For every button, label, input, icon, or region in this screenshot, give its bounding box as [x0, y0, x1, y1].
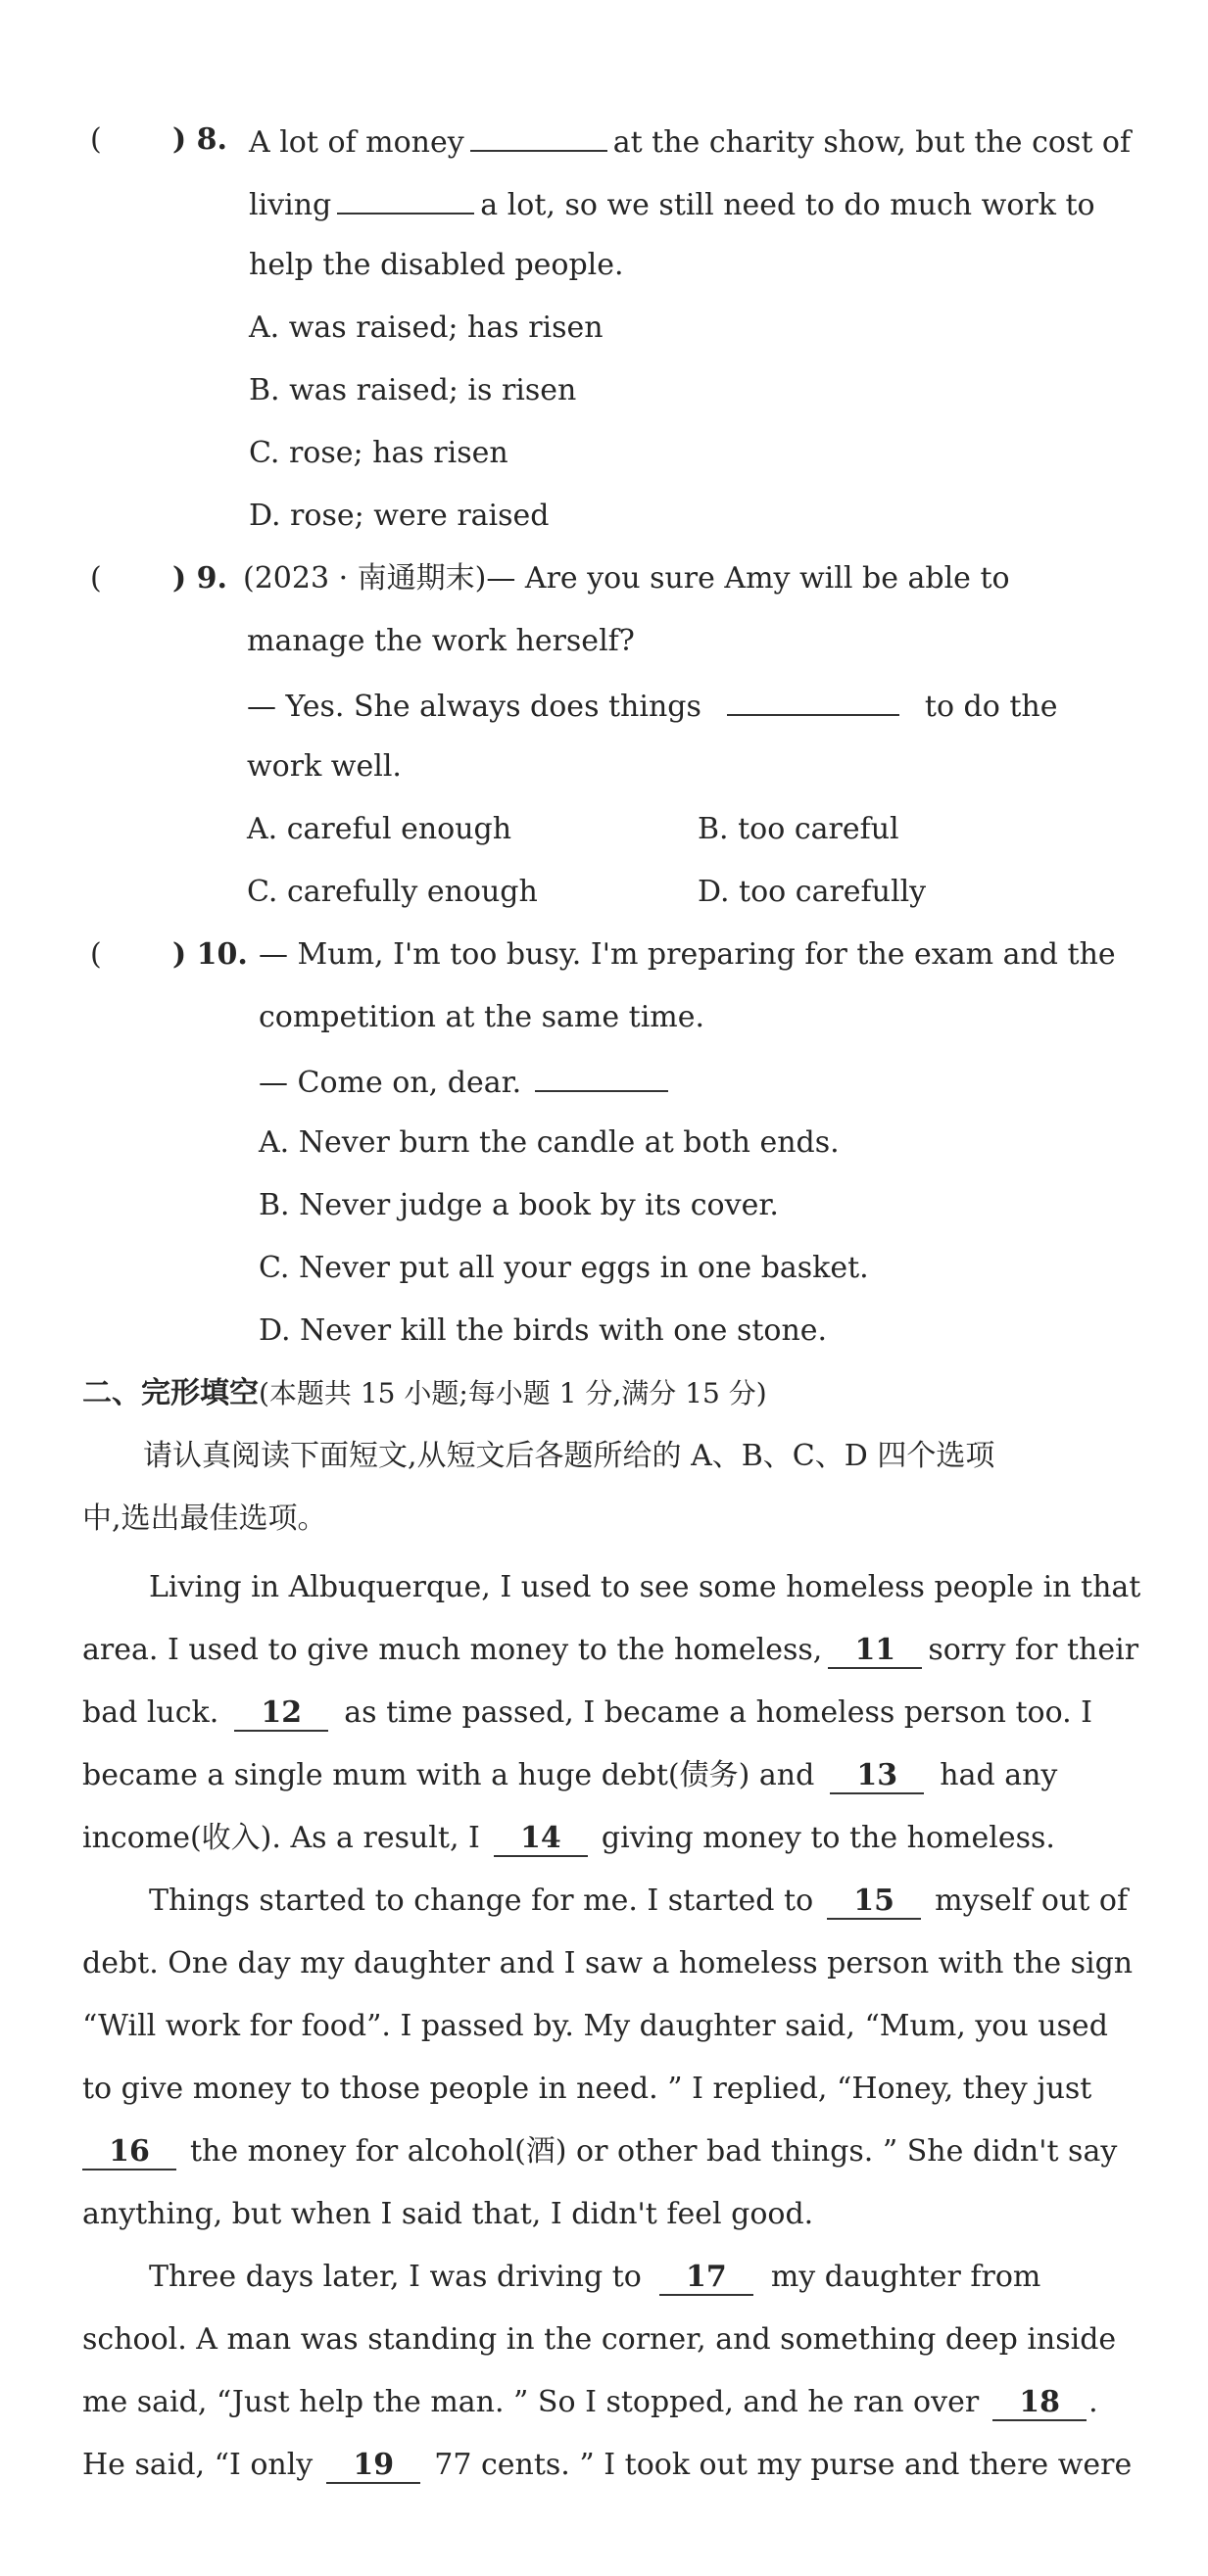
passage-p2-line-2: debt. One day my daughter and I saw a homeless person with the sign — [82, 1946, 1134, 1980]
q9-line-2: manage the work herself? — [247, 624, 635, 658]
q8-line-1: A lot of money at the charity show, but the cost of — [249, 120, 1131, 163]
passage-p2-line-3: “Will work for food”. I passed by. My daughter said, “Mum, you used — [82, 2009, 1108, 2043]
passage-p3-line-1: Three days later, I was driving to 17 my daughter from — [149, 2260, 1041, 2294]
passage-p2-line-6: anything, but when I said that, I didn't feel good. — [82, 2197, 814, 2231]
q8-option-b[interactable]: B. was raised; is risen — [249, 373, 577, 407]
passage-p1-line-5: income(收入). As a result, I 14 giving money to the homeless. — [82, 1821, 1055, 1855]
cloze-blank-18[interactable]: 18 — [992, 2386, 1087, 2421]
q8-answer-paren[interactable]: ( — [90, 122, 102, 157]
q10-option-d[interactable]: D. Never kill the birds with one stone. — [259, 1313, 828, 1348]
passage-p1-line-3: bad luck. 12 as time passed, I became a homeless person too. I — [82, 1695, 1093, 1730]
section-instructions-2: 中,选出最佳选项。 — [82, 1502, 327, 1536]
q9-option-d[interactable]: D. too carefully — [698, 875, 927, 909]
q10-line-2: competition at the same time. — [259, 1000, 705, 1034]
passage-p1-line-1: Living in Albuquerque, I used to see some homeless people in that — [149, 1570, 1141, 1604]
passage-p1-line-2: area. I used to give much money to the homeless, 11 sorry for their — [82, 1633, 1139, 1667]
q9-option-a[interactable]: A. careful enough — [247, 812, 512, 846]
passage-p1-line-4: became a single mum with a huge debt(债务) and 13 had any — [82, 1758, 1058, 1792]
q10-line-3: — Come on, dear. — [259, 1061, 674, 1103]
section-heading — [82, 1374, 767, 1413]
q10-number: ) 10. — [172, 937, 248, 972]
q8-blank-2[interactable] — [337, 183, 474, 215]
q10-answer-paren[interactable]: ( — [90, 937, 102, 972]
q9-blank[interactable] — [727, 685, 899, 716]
cloze-blank-15[interactable]: 15 — [827, 1884, 921, 1920]
q9-option-b[interactable]: B. too careful — [698, 812, 899, 846]
passage-p2-line-4: to give money to those people in need. ” I replied, “Honey, they just — [82, 2072, 1092, 2106]
q9-line-4: work well. — [247, 749, 402, 784]
cloze-blank-11[interactable]: 11 — [828, 1634, 922, 1669]
q10-line-1: — Mum, I'm too busy. I'm preparing for the exam and the — [259, 937, 1116, 972]
q10-option-a[interactable]: A. Never burn the candle at both ends. — [259, 1125, 840, 1160]
q8-line-3: help the disabled people. — [249, 248, 624, 282]
cloze-blank-16[interactable]: 16 — [82, 2135, 176, 2171]
cloze-blank-17[interactable]: 17 — [659, 2261, 753, 2296]
cloze-blank-13[interactable]: 13 — [830, 1759, 924, 1794]
passage-p2-line-5: 16 the money for alcohol(酒) or other bad things. ” She didn't say — [82, 2132, 1117, 2171]
q8-option-d[interactable]: D. rose; were raised — [249, 499, 550, 533]
q8-line-2: living a lot, so we still need to do much work to — [249, 183, 1095, 225]
q8-option-c[interactable]: C. rose; has risen — [249, 436, 508, 470]
q9-line-3: — Yes. She always does things to do the — [247, 685, 1057, 727]
passage-p2-line-1: Things started to change for me. I started to 15 myself out of — [149, 1884, 1129, 1918]
q8-option-a[interactable]: A. was raised; has risen — [249, 310, 604, 345]
cloze-blank-12[interactable]: 12 — [234, 1696, 328, 1732]
q9-answer-paren[interactable]: ( — [90, 561, 102, 596]
q8-blank-1[interactable] — [470, 120, 607, 152]
q9-number: ) 9. — [172, 561, 227, 596]
passage-p3-line-2: school. A man was standing in the corner, and something deep inside — [82, 2322, 1117, 2357]
section-subtitle: (本题共 15 小题;每小题 1 分,满分 15 分) — [259, 1377, 767, 1409]
q9-option-c[interactable]: C. carefully enough — [247, 875, 538, 909]
q10-option-c[interactable]: C. Never put all your eggs in one basket. — [259, 1251, 869, 1285]
section-instructions-1: 请认真阅读下面短文,从短文后各题所给的 A、B、C、D 四个选项 — [143, 1439, 995, 1473]
section-title: 二、完形填空 — [82, 1376, 259, 1410]
passage-p3-line-4: He said, “I only 19 77 cents. ” I took out my purse and there were — [82, 2448, 1133, 2482]
q8-number: ) 8. — [172, 122, 227, 157]
q10-option-b[interactable]: B. Never judge a book by its cover. — [259, 1188, 779, 1222]
passage-p3-line-3: me said, “Just help the man. ” So I stopped, and he ran over 18 . — [82, 2385, 1098, 2419]
cloze-blank-14[interactable]: 14 — [494, 1822, 588, 1857]
q9-line-1: (2023 · 南通期末)— Are you sure Amy will be able to — [243, 561, 1010, 596]
cloze-blank-19[interactable]: 19 — [326, 2449, 420, 2484]
q10-blank[interactable] — [535, 1061, 668, 1092]
